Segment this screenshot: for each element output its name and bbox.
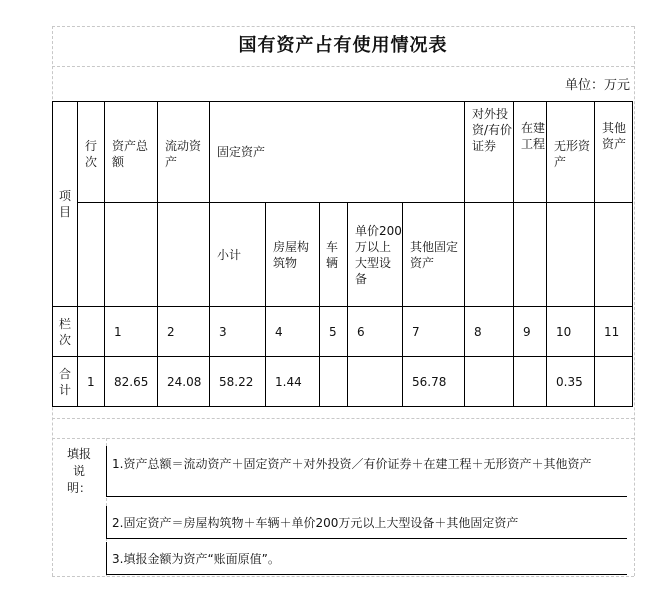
header-blank bbox=[158, 203, 210, 307]
header-blank bbox=[547, 203, 595, 307]
grid-line bbox=[52, 438, 634, 439]
header-blank bbox=[465, 203, 514, 307]
fixed-subtotal-value: 58.22 bbox=[210, 357, 266, 407]
column-number: 10 bbox=[547, 307, 595, 357]
header-blank bbox=[105, 203, 158, 307]
header-blank bbox=[514, 203, 547, 307]
header-fixed-assets: 固定资产 bbox=[210, 102, 465, 203]
total-row-label: 合计 bbox=[53, 357, 78, 407]
header-vehicles: 车辆 bbox=[320, 203, 348, 307]
column-row-label: 栏次 bbox=[53, 307, 78, 357]
grid-line bbox=[52, 418, 634, 419]
grid-line bbox=[634, 26, 635, 576]
total-assets-value: 82.65 bbox=[105, 357, 158, 407]
large-equipment-value bbox=[348, 357, 403, 407]
header-buildings: 房屋构筑物 bbox=[266, 203, 320, 307]
column-number: 8 bbox=[465, 307, 514, 357]
notes-label: 填报说明： bbox=[66, 447, 91, 495]
external-investment-value bbox=[465, 357, 514, 407]
column-number: 7 bbox=[403, 307, 465, 357]
note-item-1: 1.资产总额＝流动资产＋固定资产＋对外投资／有价证券＋在建工程＋无形资产＋其他资产 bbox=[112, 457, 592, 471]
column-number: 9 bbox=[514, 307, 547, 357]
header-current-assets: 流动资产 bbox=[158, 102, 210, 203]
header-item: 项目 bbox=[53, 102, 78, 307]
other-assets-value bbox=[595, 357, 633, 407]
grid-line bbox=[52, 576, 634, 577]
column-number: 6 bbox=[348, 307, 403, 357]
header-intangible: 无形资产 bbox=[547, 102, 595, 203]
header-other-fixed: 其他固定资产 bbox=[403, 203, 465, 307]
column-number: 11 bbox=[595, 307, 633, 357]
buildings-value: 1.44 bbox=[266, 357, 320, 407]
column-number-row bbox=[53, 307, 633, 357]
column-number: 5 bbox=[320, 307, 348, 357]
header-other-assets: 其他资产 bbox=[595, 102, 633, 203]
asset-table bbox=[52, 101, 633, 407]
header-row-no: 行次 bbox=[78, 102, 105, 203]
column-number: 2 bbox=[158, 307, 210, 357]
note-item-2: 2.固定资产＝房屋构筑物＋车辆＋单价200万元以上大型设备＋其他固定资产 bbox=[112, 516, 519, 530]
current-assets-value: 24.08 bbox=[158, 357, 210, 407]
page-title: 国有资产占有使用情况表 bbox=[238, 35, 448, 56]
other-fixed-value: 56.78 bbox=[403, 357, 465, 407]
header-external-investment: 对外投资/有价证券 bbox=[465, 102, 514, 203]
header-blank bbox=[595, 203, 633, 307]
header-construction: 在建工程 bbox=[514, 102, 547, 203]
column-number: 1 bbox=[105, 307, 158, 357]
header-total-assets: 资产总额 bbox=[105, 102, 158, 203]
column-number-blank bbox=[78, 307, 105, 357]
vehicles-value bbox=[320, 357, 348, 407]
total-row bbox=[53, 357, 633, 407]
header-large-equipment: 单价200万以上大型设备 bbox=[348, 203, 403, 307]
intangible-value: 0.35 bbox=[547, 357, 595, 407]
total-row-no: 1 bbox=[78, 357, 105, 407]
note-item-3: 3.填报金额为资产“账面原值”。 bbox=[112, 552, 280, 566]
unit-label: 单位：万元 bbox=[564, 78, 630, 93]
grid-line bbox=[52, 66, 634, 67]
column-number: 3 bbox=[210, 307, 266, 357]
column-number: 4 bbox=[266, 307, 320, 357]
header-subtotal: 小计 bbox=[210, 203, 266, 307]
construction-value bbox=[514, 357, 547, 407]
header-blank bbox=[78, 203, 105, 307]
